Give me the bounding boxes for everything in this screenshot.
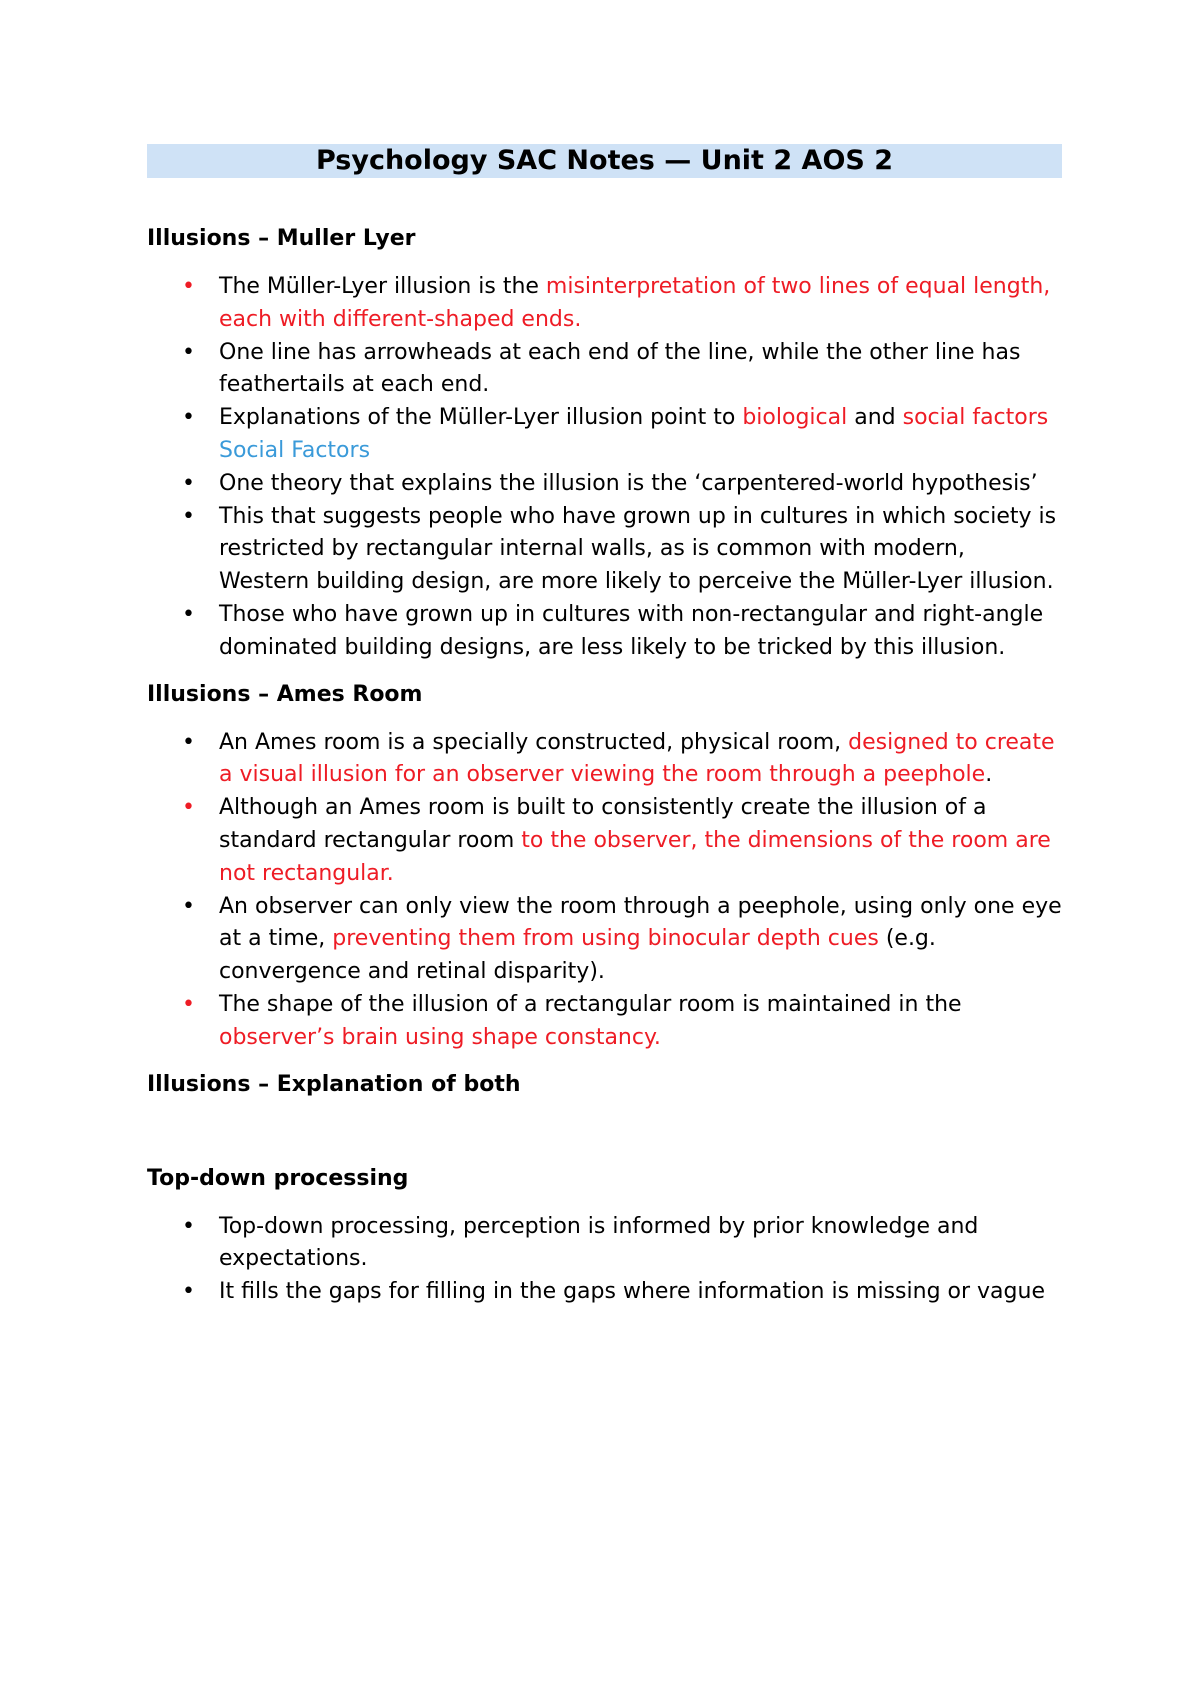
list-item [147, 501, 1062, 599]
list-item [147, 271, 1062, 337]
highlighted-text: preventing them from using binocular depth cues [332, 926, 879, 952]
item-text: (e.g. convergence and retinal disparity). [219, 926, 936, 985]
item-text: One theory that explains the illusion is the ‘carpentered-world hypothesis’ [219, 470, 1038, 496]
list-item [147, 727, 1062, 793]
item-text: This that suggests people who have grown up in cultures in which society is restricted by rectangular internal walls, as is common with modern, Western building design, are more likely to perceive the Müller-Lyer illusion. [219, 503, 1057, 595]
item-text: The Müller-Lyer illusion is the [219, 274, 546, 299]
list-item [147, 989, 1062, 1055]
item-text: It fills the gaps for filling in the gaps where information is missing or vague [219, 1279, 1045, 1305]
list-item [147, 337, 1062, 403]
bullet-icon: • [182, 339, 195, 365]
section-heading-explanation-both: Illusions – Explanation of both [147, 1071, 521, 1097]
bullet-icon: • [182, 795, 195, 821]
highlighted-text: biological [742, 405, 848, 431]
section-heading-top-down: Top-down processing [147, 1165, 409, 1191]
bullet-icon: • [182, 601, 195, 627]
list-item [147, 468, 1062, 501]
blank-space [147, 1100, 1062, 1164]
item-text: and [847, 405, 903, 431]
highlighted-text: observer’s brain using shape constancy. [219, 1024, 661, 1050]
list-item [147, 1211, 1062, 1277]
item-text: Top-down processing, perception is informed by prior knowledge and expectations. [219, 1213, 979, 1272]
page-title: Psychology SAC Notes — Unit 2 AOS 2 [147, 144, 1062, 178]
highlighted-text: to the observer, the dimensions of the room are not rectangular. [219, 827, 1051, 886]
item-text: One line has arrowheads at each end of the line, while the other line has feathertails at each end. [219, 339, 1021, 398]
bullet-icon: • [182, 274, 195, 299]
item-text: Explanations of the Müller-Lyer illusion point to [219, 405, 743, 431]
section-heading-ames-room: Illusions – Ames Room [147, 681, 423, 707]
top-down-list [147, 1211, 1062, 1309]
muller-lyer-list [147, 271, 1062, 665]
item-text: An Ames room is a specially constructed, physical room, [219, 729, 849, 755]
list-item [147, 1276, 1062, 1309]
bullet-icon: • [182, 991, 195, 1017]
list-item [147, 402, 1062, 468]
list-item [147, 792, 1062, 890]
item-text: . [985, 762, 993, 788]
subheading-social-factors: Social Factors [219, 437, 371, 463]
ames-room-list [147, 727, 1062, 1055]
bullet-icon: • [182, 405, 195, 431]
document-page [147, 144, 1062, 1324]
bullet-icon: • [182, 503, 195, 529]
bullet-icon: • [182, 1279, 195, 1305]
highlighted-text: designed to create a visual illusion for an observer viewing the room through a peephole [219, 729, 1055, 788]
bullet-icon: • [182, 1213, 195, 1239]
item-text: An observer can only view the room through a peephole, using only one eye at a time, [219, 893, 1062, 952]
item-text: The shape of the illusion of a rectangular room is maintained in the [219, 991, 962, 1017]
item-text: Those who have grown up in cultures with non-rectangular and right-angle dominated building designs, are less likely to be tricked by this illusion. [219, 601, 1044, 660]
section-heading-muller-lyer: Illusions – Muller Lyer [147, 226, 416, 251]
highlighted-text: social factors [902, 405, 1049, 431]
highlighted-text: misinterpretation of two lines of equal length, each with different-shaped ends. [219, 274, 1051, 332]
list-item [147, 891, 1062, 989]
bullet-icon: • [182, 470, 195, 496]
bullet-icon: • [182, 729, 195, 755]
bullet-icon: • [182, 893, 195, 919]
list-item [147, 599, 1062, 665]
item-text: Although an Ames room is built to consistently create the illusion of a standard rectangular room [219, 795, 987, 853]
